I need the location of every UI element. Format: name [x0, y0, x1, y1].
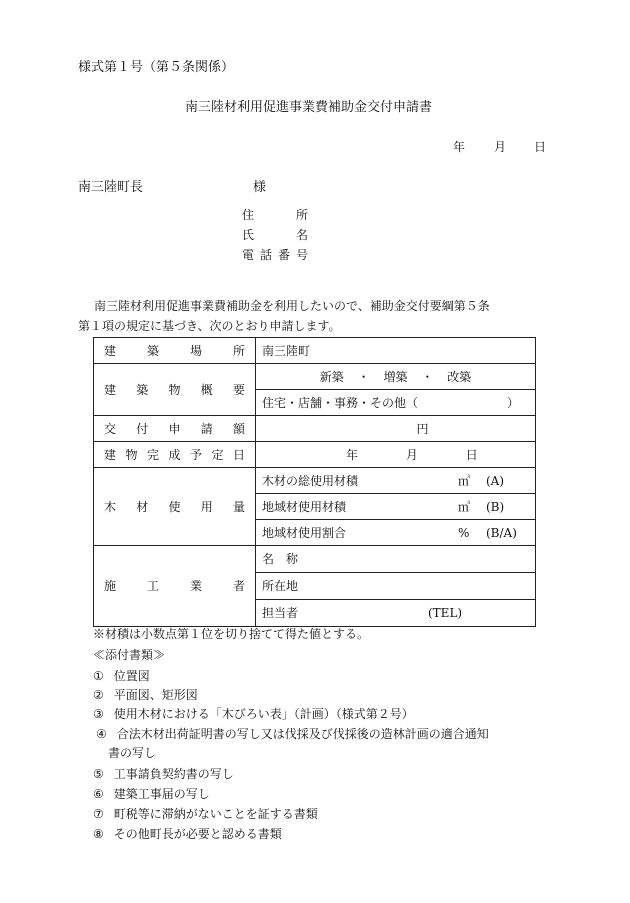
table-row — [94, 442, 536, 468]
item-number: ① — [93, 669, 104, 683]
phone-label: 電話番号 — [242, 248, 308, 262]
item-number: ⑧ — [93, 827, 104, 841]
list-item — [93, 766, 234, 783]
outline-uses-close: ） — [506, 395, 519, 410]
completion-year: 年 — [346, 447, 359, 462]
table-row — [94, 338, 536, 364]
item-4-continuation: 書の写し — [108, 746, 157, 760]
grant-unit: 円 — [256, 416, 536, 442]
wood-ratio — [256, 520, 536, 546]
wood-ratio-unit: % — [458, 525, 470, 540]
outline-new: 新築 — [319, 369, 344, 384]
wood-local-label: 地域材使用材積 — [262, 499, 347, 514]
outline-ref: 改築 — [447, 369, 472, 384]
item-number: ④ — [96, 727, 107, 741]
table-row — [94, 468, 536, 494]
item-number: ② — [93, 688, 104, 702]
outline-sep: ・ — [357, 369, 370, 384]
body-text-line1: 南三陸材利用促進事業費補助金を利用したいので、補助金交付要綱第５条 — [94, 299, 490, 313]
attachments-title: ≪添付書類≫ — [93, 648, 166, 662]
wood-ratio-code: (B/A) — [486, 525, 517, 540]
item-text: 町税等に滞納がないことを証する書類 — [113, 807, 318, 821]
item-text: 平面図、矩形図 — [113, 688, 198, 702]
address-label: 住 所 — [242, 208, 308, 222]
table-row — [94, 364, 536, 390]
contractor-person: 担当者 — [262, 606, 299, 620]
completion-month: 月 — [405, 447, 418, 462]
outline-uses-text: 住宅・店舗・事務・その他（ — [262, 395, 419, 410]
item-number: ③ — [93, 707, 104, 721]
contractor-person-row — [256, 600, 536, 627]
honorific: 様 — [253, 180, 267, 195]
application-table — [93, 337, 536, 627]
table-row — [94, 546, 536, 573]
date-year: 年 — [453, 140, 466, 154]
volume-note: ※材積は小数点第１位を切り捨てて得た値とする。 — [93, 627, 370, 641]
wood-total-unit: ㎥ — [458, 473, 471, 488]
date-day: 日 — [534, 140, 547, 154]
item-text: 建築工事届の写し — [113, 787, 210, 801]
wood-total-label: 木材の総使用材積 — [262, 473, 359, 488]
grant-label: 交付申請額 — [94, 416, 256, 442]
outline-ext: 増築 — [383, 369, 408, 384]
list-item — [93, 786, 210, 803]
list-item — [93, 826, 282, 843]
contractor-tel: (TEL) — [428, 606, 463, 620]
wood-total — [256, 468, 536, 494]
wood-local — [256, 494, 536, 520]
outline-label: 建築物概要 — [94, 364, 256, 416]
date-month: 月 — [494, 140, 507, 154]
site-value: 南三陸町 — [256, 338, 536, 364]
outline-types — [256, 364, 536, 390]
wood-label: 木材使用量 — [94, 468, 256, 546]
list-item — [93, 706, 414, 723]
wood-local-code: (B) — [486, 499, 505, 514]
table-row — [94, 416, 536, 442]
list-item — [93, 668, 150, 685]
item-number: ⑤ — [93, 767, 104, 781]
item-text: 合法木材出荷証明書の写し又は伐採及び伐採後の造林計画の適合通知 — [116, 727, 489, 741]
body-text-line2: 第１項の規定に基づき、次のとおり申請します。 — [78, 319, 341, 333]
list-item — [93, 806, 318, 823]
completion-label: 建物完成予定日 — [94, 442, 256, 468]
item-number: ⑦ — [93, 807, 104, 821]
contractor-location: 所在地 — [256, 573, 536, 600]
item-text: 工事請負契約書の写し — [113, 767, 234, 781]
site-label: 建築場所 — [94, 338, 256, 364]
outline-sep: ・ — [421, 369, 434, 384]
name-label: 氏 名 — [242, 228, 308, 242]
completion-date — [256, 442, 536, 468]
form-number: 様式第１号（第５条関係） — [78, 60, 235, 75]
wood-ratio-label: 地域材使用割合 — [262, 525, 347, 540]
item-number: ⑥ — [93, 787, 104, 801]
item-text: 使用木材における「木びろい表」（計画）（様式第２号） — [113, 707, 414, 721]
list-item — [96, 726, 489, 743]
addressee: 南三陸町長 — [78, 180, 144, 195]
wood-total-code: (A) — [486, 473, 505, 488]
item-text: 位置図 — [113, 669, 150, 683]
contractor-name: 名 称 — [256, 546, 536, 573]
outline-uses — [256, 390, 536, 416]
completion-day: 日 — [465, 447, 478, 462]
item-text: その他町長が必要と認める書類 — [113, 827, 282, 841]
wood-local-unit: ㎥ — [458, 499, 471, 514]
form-title: 南三陸材利用促進事業費補助金交付申請書 — [185, 100, 433, 115]
contractor-label: 施工業者 — [94, 546, 256, 627]
list-item — [93, 687, 198, 704]
